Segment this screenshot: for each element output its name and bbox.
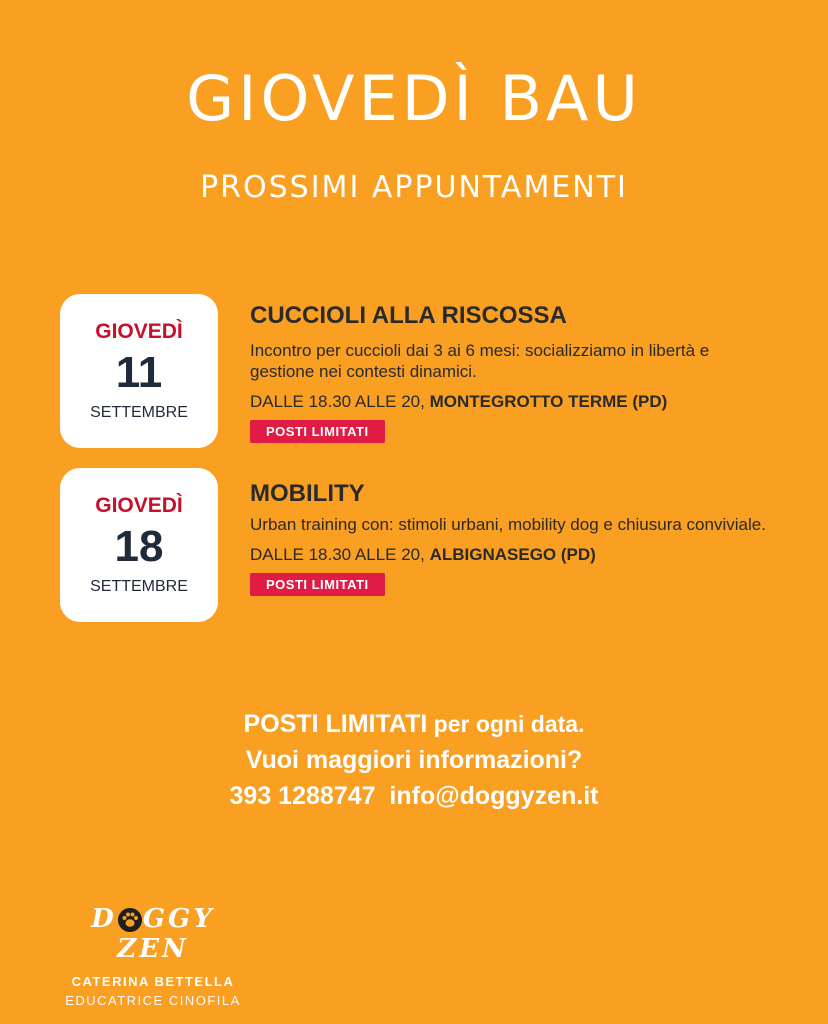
date-day-number: 18 (114, 522, 164, 571)
info-email[interactable]: info@doggyzen.it (389, 782, 599, 810)
logo-name: CATERINA BETTELLA (71, 974, 235, 989)
date-day-number: 11 (115, 348, 163, 397)
info-line-1 (0, 706, 828, 742)
date-month: SETTEMBRE (90, 578, 188, 595)
date-card-2 (60, 468, 218, 622)
logo-wordmark (58, 904, 248, 964)
info-block (0, 706, 828, 814)
event-time (250, 392, 770, 412)
info-per-date: per ogni data. (427, 711, 585, 737)
page-title: GIOVEDÌ BAU (186, 62, 642, 135)
date-month: SETTEMBRE (90, 404, 188, 421)
date-day-label: GIOVEDÌ (95, 320, 183, 343)
event-time-text: DALLE 18.30 ALLE 20, (250, 545, 430, 564)
limited-seats-badge: POSTI LIMITATI (250, 420, 385, 443)
event-title: MOBILITY (250, 480, 365, 507)
logo-role: EDUCATRICE CINOFILA (65, 993, 241, 1008)
brand-logo (58, 904, 248, 1008)
event-time-text: DALLE 18.30 ALLE 20, (250, 392, 430, 411)
info-limited: POSTI LIMITATI (243, 710, 428, 738)
logo-word-end: GGY ZEN (117, 904, 215, 964)
date-card-1 (60, 294, 218, 448)
date-day-label: GIOVEDÌ (95, 494, 183, 517)
info-question: Vuoi maggiori informazioni? (245, 746, 583, 774)
logo-word-start: D (91, 904, 117, 934)
event-title: CUCCIOLI ALLA RISCOSSA (250, 302, 567, 329)
event-description: Urban training con: stimoli urbani, mobility dog e chiusura conviviale. (250, 515, 766, 534)
limited-seats-badge: POSTI LIMITATI (250, 573, 385, 596)
info-phone[interactable]: 393 1288747 (229, 782, 376, 810)
paw-icon (117, 907, 143, 933)
event-time (250, 545, 770, 565)
event-description: Incontro per cuccioli dai 3 ai 6 mesi: socializziamo in libertà e gestione nei contesti dinamici. (250, 341, 710, 381)
event-location: MONTEGROTTO TERME (PD) (429, 392, 668, 411)
info-contacts (0, 778, 828, 814)
event-2 (250, 480, 770, 596)
event-location: ALBIGNASEGO (PD) (429, 545, 596, 564)
event-1 (250, 302, 770, 443)
page-subtitle: PROSSIMI APPUNTAMENTI (200, 170, 628, 205)
